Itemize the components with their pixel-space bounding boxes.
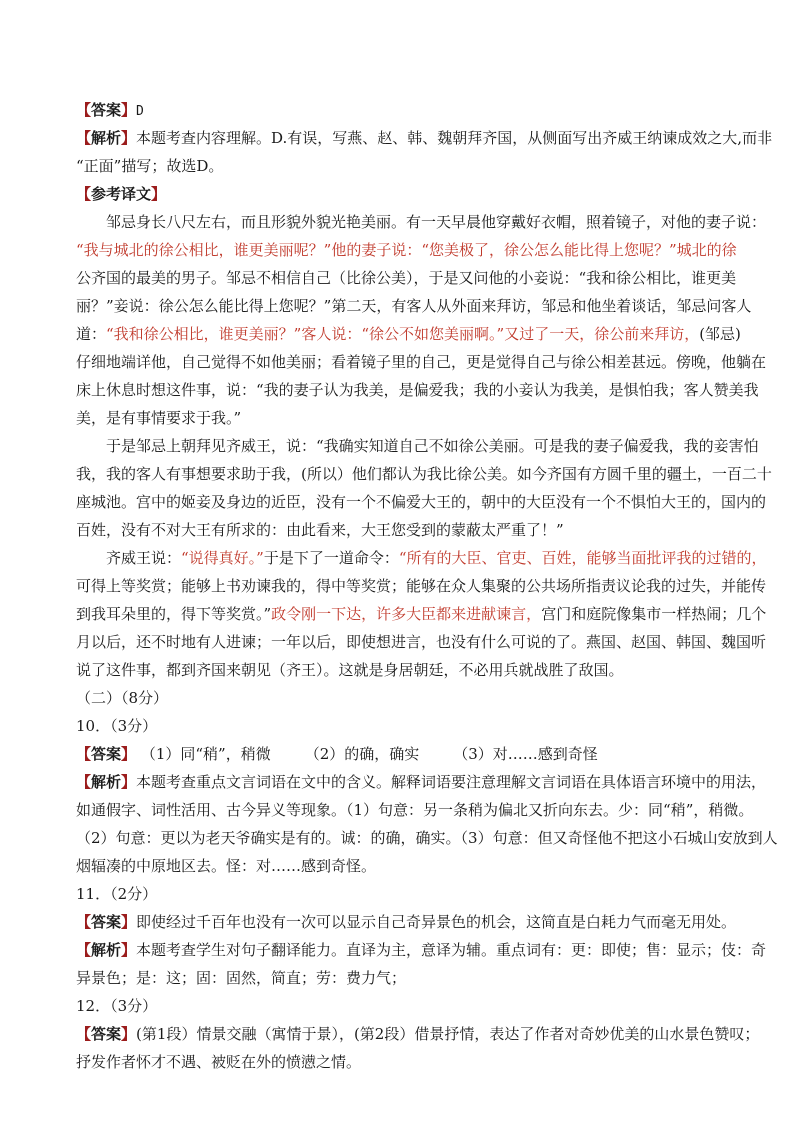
analysis-line-1: 【解析】本题考查内容理解。D.有误，写燕、赵、韩、魏朝拜齐国，从侧面写出齐威王纳谏成效之大,而非 [76, 129, 773, 147]
translation-paragraph-3-line: 月以后，还不时地有人进谏；一年以后，即使想进言，也没有什么可说的了。燕国、赵国、韩国、魏国听 [76, 633, 767, 651]
question-12-answer: 抒发作者怀才不遇、被贬在外的愤懑之情。 [76, 1053, 362, 1071]
translation-paragraph-1-line: 仔细地端详他，自己觉得不如他美丽；看着镜子里的自己，更是觉得自己与徐公相差甚远。傍晚，他躺在 [76, 353, 767, 371]
answer-label: 答案 [91, 101, 122, 119]
translation-paragraph-2-line: 百姓，没有不对大王有所求的：由此看来，大王您受到的蒙蔽太严重了！” [76, 521, 564, 539]
question-10-analysis: 烟辐凑的中原地区去。怪：对……感到奇怪。 [76, 857, 377, 875]
question-11-analysis: 【解析】本题考查学生对句子翻译能力。直译为主，意译为辅。重点词有：更：即使；售：显示；伎：奇 [76, 941, 767, 959]
translation-paragraph-1-line: “我与城北的徐公相比，谁更美丽呢？”他的妻子说：“您美极了，徐公怎么能比得上您呢？”城北的徐 [76, 241, 737, 259]
question-12-number: 12．（3分） [76, 997, 158, 1015]
question-11-answer: 【答案】即使经过千百年也没有一次可以显示自己奇异景色的机会，这简直是白耗力气而毫无用处。 [76, 913, 737, 931]
translation-paragraph-1-line: 道：“我和徐公相比，谁更美丽？”客人说：“徐公不如您美丽啊。”又过了一天，徐公前来拜访，(邹忌) [76, 325, 741, 343]
translation-paragraph-2-line: 我，我的客人有事想要求助于我，(所以）他们都认为我比徐公美。如今齐国有方圆千里的疆土，一百二十 [76, 465, 772, 483]
translation-paragraph-1-line: 丽？”妾说：徐公怎么能比得上您呢？”第二天，有客人从外面来拜访，邹忌和他坐着谈话，邹忌问客人 [76, 297, 752, 315]
translation-paragraph-1-line: 床上休息时想这件事，说：“我的妻子认为我美，是偏爱我；我的小妾认为我美，是惧怕我；客人赞美我 [76, 381, 759, 399]
translation-paragraph-3-line: 可得上等奖赏；能够上书劝谏我的，得中等奖赏；能够在众人集聚的公共场所指责议论我的过失，并能传 [76, 577, 767, 595]
translation-paragraph-1-line: 邹忌身长八尺左右，而且形貌外貌光艳美丽。有一天早晨他穿戴好衣帽，照着镜子，对他的妻子说： [106, 213, 767, 231]
analysis-text: 本题考查内容理解。D.有误，写燕、赵、韩、魏朝拜齐国，从侧面写出齐威王纳谏成效之大,而非 [136, 129, 773, 147]
translation-paragraph-3-line: 齐威王说：“说得真好。”于是下了一道命令：“所有的大臣、官吏、百姓，能够当面批评我的过错的， [106, 549, 767, 567]
answer-value: D [136, 104, 144, 119]
section-two-heading: （二）（8分） [76, 689, 169, 707]
question-10-analysis: 【解析】本题考查重点文言词语在文中的含义。解释词语要注意理解文言词语在具体语言环境中的用法， [76, 773, 767, 791]
analysis-label: 解析 [91, 129, 122, 147]
translation-paragraph-3-line: 说了这件事，都到齐国来朝见（齐王）。这就是身居朝廷，不必用兵就战胜了敌国。 [76, 661, 624, 679]
question-10-analysis: 如通假字、词性活用、古今异义等现象。（1）句意：另一条稍为偏北又折向东去。少：同“稍”，稍微。 [76, 801, 754, 819]
translation-paragraph-1-line: 公齐国的最美的男子。邹忌不相信自己（比徐公美），于是又问他的小妾说：“我和徐公相比，谁更美 [76, 269, 737, 287]
question-11-analysis: 异景色；是：这；固：固然，简直；劳：费力气； [76, 969, 407, 987]
question-10-number: 10．（3分） [76, 717, 158, 735]
question-11-number: 11．（2分） [76, 885, 158, 903]
reference-translation-heading: 【参考译文】 [76, 185, 167, 203]
translation-paragraph-3-line: 到我耳朵里的，得下等奖赏。”政令刚一下达，许多大臣都来进献谏言，宫门和庭院像集市一样热闹；几个 [76, 605, 767, 623]
document-page [76, 96, 778, 1076]
translation-paragraph-2-line: 座城池。宫中的姬妾及身边的近臣，没有一个不偏爱大王的，朝中的大臣没有一个不惧怕大王的，国内的 [76, 493, 767, 511]
question-10-answer: 【答案】 （1）同“稍”，稍微 （2）的确，确实 （3）对……感到奇怪 [76, 745, 598, 763]
question-10-analysis: （2）句意：更以为老天爷确实是有的。诚：的确，确实。（3）句意：但又奇怪他不把这小石城山安放到人 [76, 829, 778, 847]
question-12-answer: 【答案】(第1段）情景交融（寓情于景），(第2段）借景抒情，表达了作者对奇妙优美的山水景色赞叹； [76, 1025, 760, 1043]
translation-paragraph-2-line: 于是邹忌上朝拜见齐威王，说：“我确实知道自己不如徐公美丽。可是我的妻子偏爱我，我的妾害怕 [106, 437, 759, 455]
analysis-line-2: “正面”描写；故选D。 [76, 157, 224, 175]
translation-paragraph-1-line: 美，是有事情要求于我。” [76, 409, 242, 427]
answer-line: 【答案】D [76, 101, 144, 119]
